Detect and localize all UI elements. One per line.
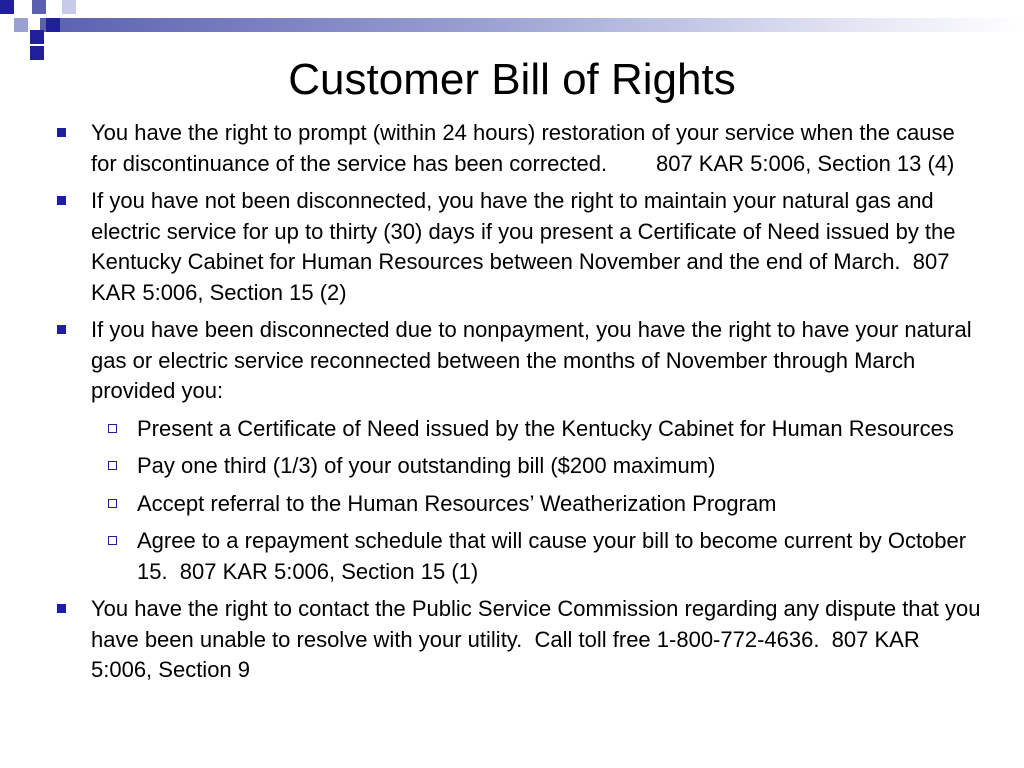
bullet-text: You have the right to prompt (within 24 hours) restoration of your service when the cause for discontinuance of the service has been corrected. 807 KAR 5:006, Section 13 (4) bbox=[91, 120, 955, 176]
bullet-text: If you have been disconnected due to nonpayment, you have the right to have your natural gas or electric service reconnected between the months of November through March provided you: bbox=[91, 317, 972, 403]
square-bullet-icon bbox=[57, 325, 66, 334]
sub-bullet-text: Present a Certificate of Need issued by the Kentucky Cabinet for Human Resources bbox=[137, 415, 954, 441]
sub-bullet-item bbox=[137, 489, 987, 520]
square-bullet-icon bbox=[57, 128, 66, 137]
bullet-item bbox=[91, 186, 986, 308]
slide-title: Customer Bill of Rights bbox=[288, 55, 736, 104]
bullet-item bbox=[91, 315, 986, 407]
bullet-text: You have the right to contact the Public Service Commission regarding any dispute that you have been unable to resolve with your utility. Call toll free 1-800-772-4636. 807 KAR 5:006, Section 9 bbox=[91, 596, 981, 682]
sub-bullet-text: Pay one third (1/3) of your outstanding bill ($200 maximum) bbox=[137, 453, 716, 478]
header-gradient-bar bbox=[40, 18, 1024, 32]
sub-bullet-item bbox=[137, 526, 987, 587]
square-bullet-icon bbox=[57, 196, 66, 205]
bullet-text: If you have not been disconnected, you have the right to maintain your natural gas and electric service for up to thirty (30) days if you present a Certificate of Need issued by the Kentucky Cabinet for Human Resources between November and the end of March. 807 KAR 5:006, Section 15 (2) bbox=[91, 188, 956, 305]
hollow-square-bullet-icon bbox=[108, 499, 117, 508]
square-bullet-icon bbox=[57, 604, 66, 613]
sub-bullet-text: Accept referral to the Human Resources’ Weatherization Program bbox=[137, 490, 777, 516]
bullet-list bbox=[0, 118, 1024, 693]
sub-bullet-item bbox=[137, 451, 987, 482]
hollow-square-bullet-icon bbox=[108, 461, 117, 470]
bullet-item bbox=[91, 118, 986, 179]
hollow-square-bullet-icon bbox=[108, 424, 117, 433]
bullet-item bbox=[91, 594, 986, 686]
sub-bullet-item bbox=[137, 414, 987, 445]
sub-bullet-text: Agree to a repayment schedule that will cause your bill to become current by October 15. 807 KAR 5:006, Section 15 (1) bbox=[137, 528, 967, 584]
hollow-square-bullet-icon bbox=[108, 536, 117, 545]
